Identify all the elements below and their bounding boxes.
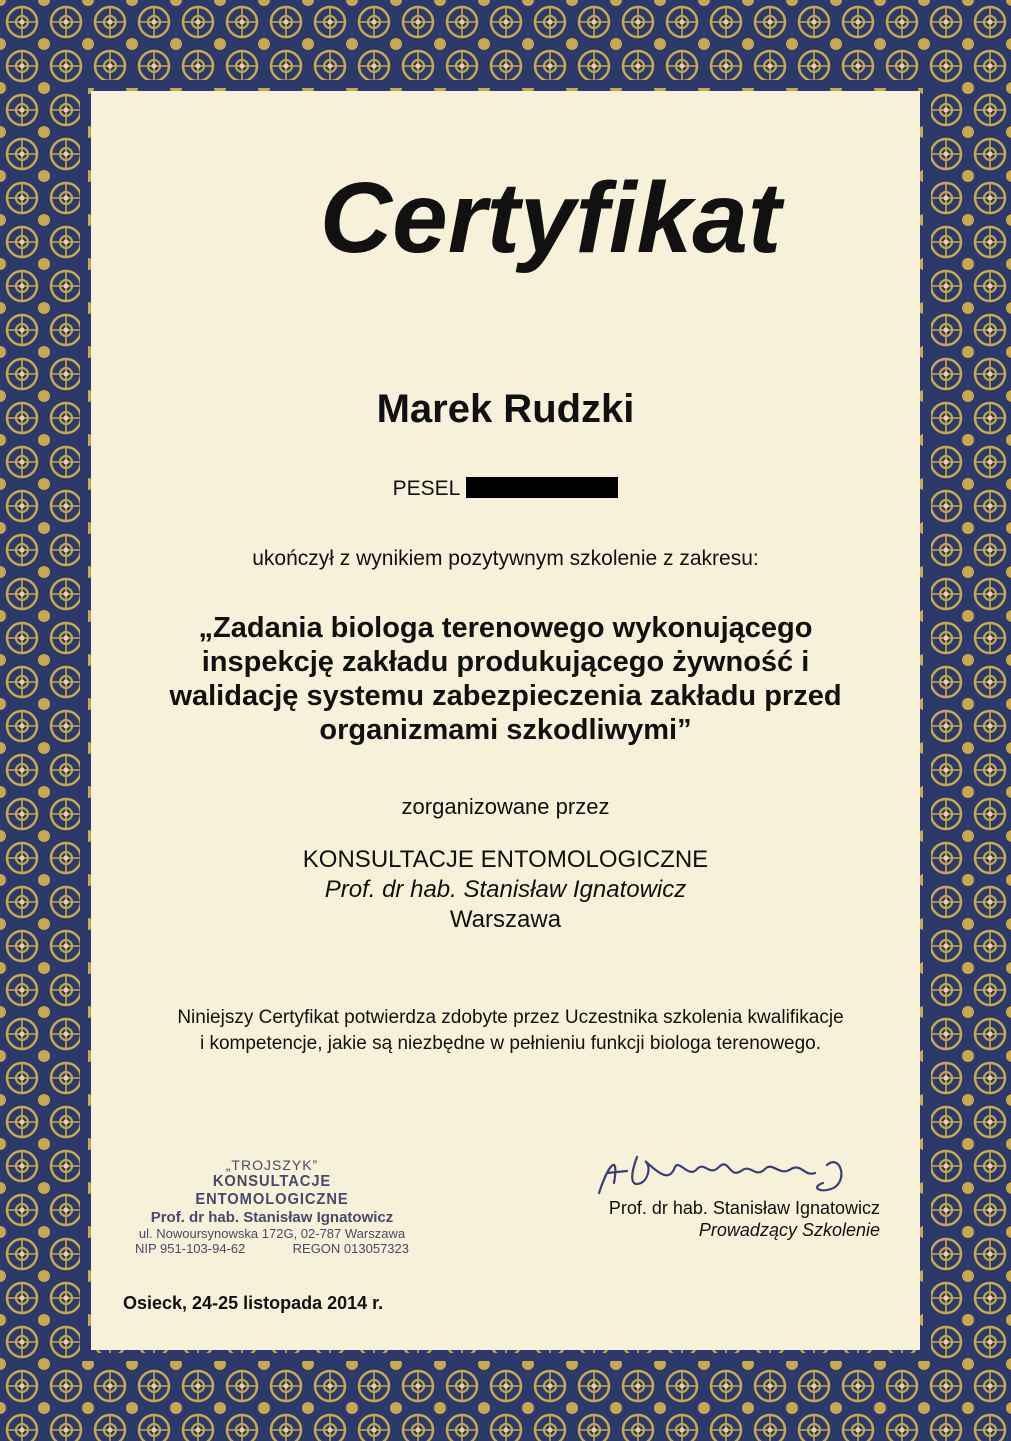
certificate-paper	[91, 91, 920, 1350]
pesel-line	[91, 477, 920, 501]
organizer-person: Prof. dr hab. Stanisław Ignatowicz	[324, 876, 687, 903]
handwritten-signature	[579, 1143, 879, 1203]
signer-role: Prowadzący Szkolenie	[698, 1220, 880, 1240]
course-title	[131, 611, 880, 747]
pesel-redaction	[466, 477, 618, 498]
recipient-name: Marek Rudzki	[376, 387, 635, 431]
course-title-line: inspekcję zakładu produkującego żywność i	[201, 646, 810, 678]
organizer-city: Warszawa	[449, 906, 562, 933]
certificate-title: Certyfikat	[319, 162, 782, 274]
confirmation-line: Niniejszy Certyfikat potwierdza zdobyte przez Uczestnika szkolenia kwalifikacje	[177, 1007, 844, 1028]
signer-block	[609, 1197, 880, 1241]
place-date: Osieck, 24-25 listopada 2014 r.	[123, 1293, 384, 1313]
course-title-line: organizmami szkodliwymi”	[319, 714, 692, 746]
course-title-line: „Zadania biologa terenowego wykonującego	[198, 612, 813, 644]
confirmation-text	[131, 1005, 890, 1057]
completion-text: ukończył z wynikiem pozytywnym szkolenie z zakresu:	[252, 547, 759, 570]
stamp-person: Prof. dr hab. Stanisław Ignatowicz	[150, 1209, 394, 1226]
stamp-address: ul. Nowoursynowska 172G, 02-787 Warszawa	[138, 1226, 406, 1241]
pesel-label: PESEL	[392, 477, 461, 500]
organizer-stamp	[127, 1157, 417, 1256]
course-title-line: walidację systemu zabezpieczenia zakładu przed	[169, 680, 842, 712]
organized-by-label: zorganizowane przez	[401, 794, 610, 819]
signer-name: Prof. dr hab. Stanisław Ignatowicz	[608, 1198, 880, 1218]
organizer-block	[91, 845, 920, 935]
stamp-trojszyk: „TROJSZYK”	[225, 1157, 319, 1173]
stamp-ids	[127, 1241, 417, 1256]
organizer-name: KONSULTACJE ENTOMOLOGICZNE	[302, 846, 709, 873]
confirmation-line: i kompetencje, jakie są niezbędne w pełnieniu funkcji biologa terenowego.	[199, 1033, 822, 1054]
stamp-nip: NIP 951-103-94-62	[135, 1241, 246, 1256]
stamp-regon: REGON 013057323	[292, 1241, 409, 1256]
stamp-company: KONSULTACJE ENTOMOLOGICZNE	[195, 1173, 349, 1208]
